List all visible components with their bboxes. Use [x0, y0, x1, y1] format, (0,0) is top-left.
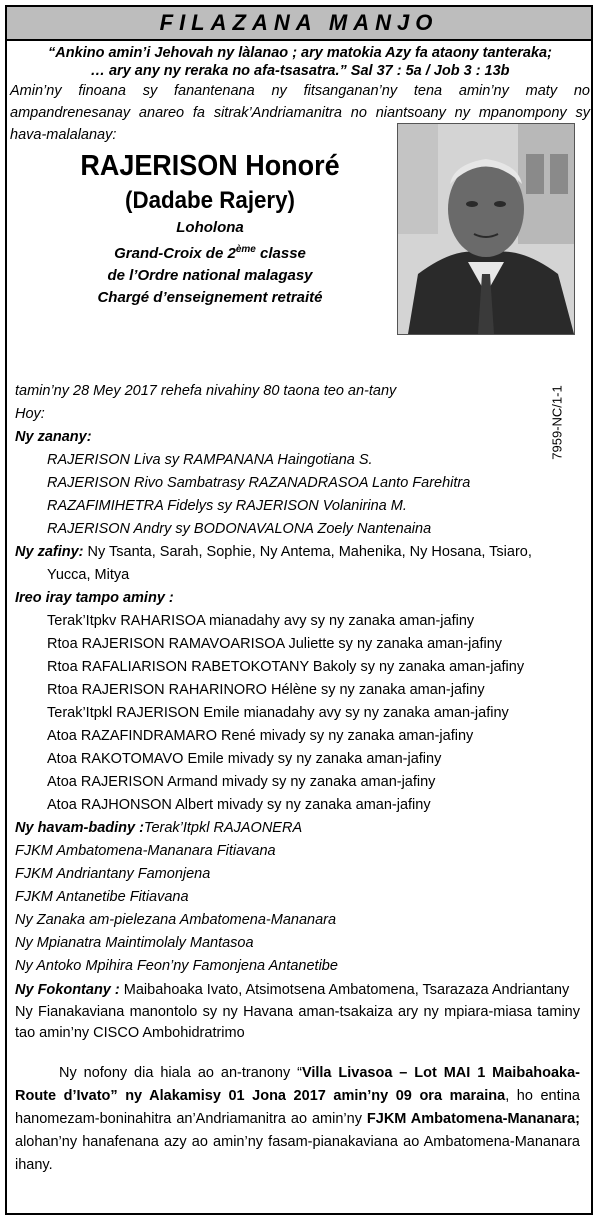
relative-1: FJKM Ambatomena-Mananara Fitiavana [15, 843, 276, 859]
child-3: RAZAFIMIHETRA Fidelys sy RAJERISON Volanirina M. [47, 498, 407, 514]
obituary-body [15, 380, 580, 1177]
siblings-label: Ireo iray tampo aminy : [15, 590, 174, 606]
sibling-7: Atoa RAKOTOMAVO Emile mivady sy ny zanaka aman-jafiny [47, 751, 442, 767]
hoy-label: Hoy: [15, 406, 45, 422]
relative-5: Ny Mpianatra Maintimolaly Mantasoa [15, 935, 254, 951]
deceased-name: RAJERISON Honoré [80, 150, 340, 182]
title-grand-croix: Grand-Croix de 2ème classe [114, 244, 306, 262]
title-retraite: Chargé d’enseignement retraité [97, 289, 323, 306]
relative-3: FJKM Antanetibe Fitiavana [15, 889, 189, 905]
death-date-line: tamin’ny 28 Mey 2017 rehefa nivahiny 80 taona teo an-tany [15, 383, 397, 399]
sibling-5: Terak’Itpkl RAJERISON Emile mianadahy avy sy ny zanaka aman-jafiny [47, 705, 509, 721]
child-4: RAJERISON Andry sy BODONAVALONA Zoely Nantenaina [47, 521, 432, 537]
relative-6: Ny Antoko Mpihira Feon’ny Famonjena Antanetibe [15, 958, 338, 974]
funeral-notice: Ny nofony dia hiala ao an-tranony “Villa Livasoa – Lot MAI 1 Maibahoaka-Route d’Ivato” ny Alakamisy 01 Jona 2017 amin’ny 09 ora maraina, ho entina hanomezam-boninahitra an’Andriamanitra ao amin’ny FJKM Ambatomena-Mananara; alohan’ny hanafenana azy ao amin’ny fasam-pianakaviana ao Ambatomena-Mananara ihany. [15, 1065, 580, 1173]
sibling-8: Atoa RAJERISON Armand mivady sy ny zanaka aman-jafiny [47, 774, 436, 790]
intro-text: Amin’ny finoana sy fanantenana ny fitsanganan’ny tena amin’ny maty no ampandrenesanay anareo fa sitrak’Andriamanitra no niantsoany ny mpanompony sy hava-malalanay: [10, 83, 590, 143]
sibling-3: Rtoa RAFALIARISON RABETOKOTANY Bakoly sy ny zanaka aman-jafiny [47, 659, 525, 675]
portrait-photo [397, 123, 575, 335]
sibling-1: Terak’Itpkv RAHARISOA mianadahy avy sy ny zanaka aman-jafiny [47, 613, 475, 629]
deceased-nickname: (Dadabe Rajery) [125, 187, 295, 214]
sibling-9: Atoa RAJHONSON Albert mivady sy ny zanaka aman-jafiny [47, 797, 431, 813]
grandchildren-cont: Yucca, Mitya [47, 567, 130, 583]
sibling-4: Rtoa RAJERISON RAHARINORO Hélène sy ny zanaka aman-jafiny [47, 682, 485, 698]
title-loholona: Loholona [176, 219, 244, 236]
quote-line-1: “Ankino amin’i Jehovah ny làlanao ; ary matokia Azy fa ataony tanteraka; [48, 45, 552, 61]
child-2: RAJERISON Rivo Sambatrasy RAZANADRASOA Lanto Farehitra [47, 475, 471, 491]
deceased-titles [40, 217, 380, 309]
child-1: RAJERISON Liva sy RAMPANANA Haingotiana S. [47, 452, 373, 468]
grandchildren: Ny zafiny: Ny Tsanta, Sarah, Sophie, Ny Antema, Mahenika, Ny Hosana, Tsiaro, [15, 544, 532, 560]
relative-2: FJKM Andriantany Famonjena [15, 866, 211, 882]
header-banner: FILAZANA MANJO [7, 7, 591, 41]
children-label: Ny zanany: [15, 429, 92, 445]
fokontany: Ny Fokontany : Maibahoaka Ivato, Atsimotsena Ambatomena, Tsarazaza Andriantany [15, 982, 570, 998]
sibling-6: Atoa RAZAFINDRAMARO René mivady sy ny zanaka aman-jafiny [47, 728, 474, 744]
reference-code: 7959-NC/1-1 [549, 385, 565, 460]
relative-4: Ny Zanaka am-pielezana Ambatomena-Mananara [15, 912, 337, 928]
fianakaviana: Ny Fianakaviana manontolo sy ny Havana aman-tsakaiza ary ny mpiara-miasa taminy tao amin’ny CISCO Ambohidratrimo [15, 1004, 580, 1041]
relatives-line: Ny havam-badiny :Terak’Itpkl RAJAONERA [15, 820, 303, 836]
quote-line-2: … ary any ny reraka no afa-tsasatra.” Sal 37 : 5a / Job 3 : 13b [90, 63, 510, 79]
sibling-2: Rtoa RAJERISON RAMAVOARISOA Juliette sy ny zanaka aman-jafiny [47, 636, 503, 652]
title-ordre: de l’Ordre national malagasy [107, 267, 313, 284]
deceased-block [40, 150, 380, 309]
